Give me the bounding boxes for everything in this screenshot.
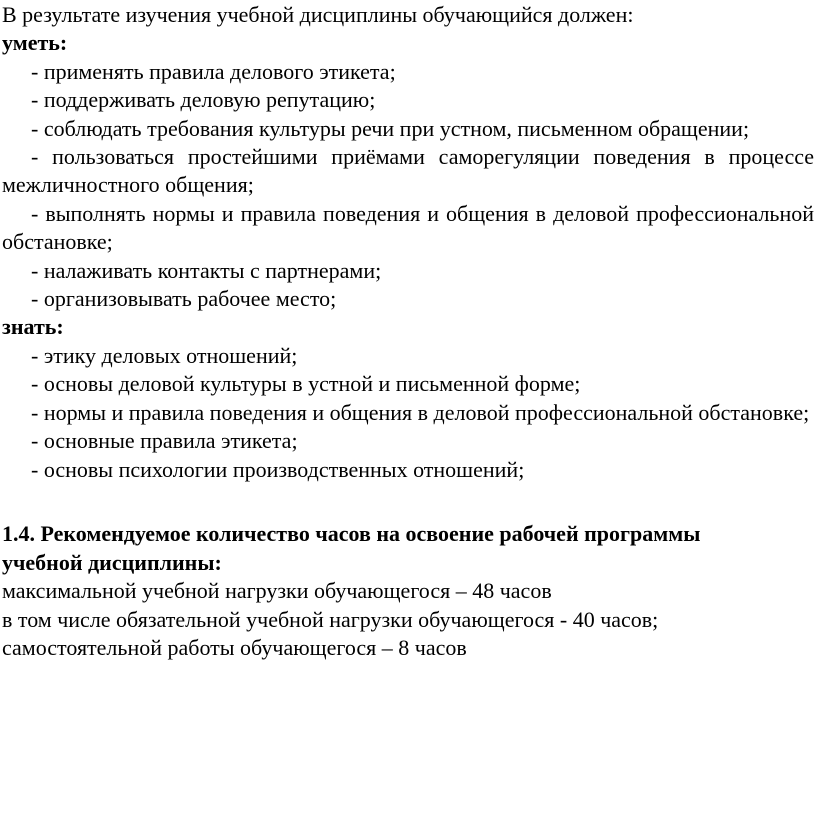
knowledge-item: - этику деловых отношений; (31, 342, 298, 368)
hours-line: в том числе обязательной учебной нагрузки обучающегося - 40 часов; (2, 606, 659, 632)
knowledge-list (2, 342, 814, 484)
skills-list (2, 58, 814, 314)
document-page (2, 1, 814, 662)
skills-item: - выполнять нормы и правила поведения и общения в деловой профессиональной обстановке; (2, 200, 814, 255)
section-heading (2, 520, 814, 577)
skills-item: - соблюдать требования культуры речи при устном, письменном обращении; (31, 115, 750, 141)
knowledge-item: - основы психологии производственных отношений; (31, 456, 525, 482)
skills-item: - поддерживать деловую репутацию; (31, 87, 376, 113)
skills-item: - пользоваться простейшими приёмами саморегуляции поведения в процессе межличностного общения; (2, 144, 814, 198)
skills-label: уметь: (2, 30, 68, 56)
skills-item: - налаживать контакты с партнерами; (31, 257, 382, 283)
knowledge-item: - основные правила этикета; (31, 428, 298, 454)
blank-line (2, 484, 814, 512)
skills-item: - организовывать рабочее место; (31, 286, 337, 312)
intro-text: В результате изучения учебной дисциплины обучающийся должен: (2, 2, 634, 27)
hours-line: самостоятельной работы обучающегося – 8 часов (2, 634, 467, 660)
knowledge-label: знать: (2, 314, 64, 340)
hours-list (2, 577, 814, 662)
hours-line: максимальной учебной нагрузки обучающегося – 48 часов (2, 578, 552, 604)
knowledge-item: - основы деловой культуры в устной и письменной форме; (31, 371, 581, 397)
skills-item: - применять правила делового этикета; (31, 58, 396, 84)
knowledge-item: - нормы и правила поведения и общения в деловой профессиональной обстановке; (31, 399, 810, 425)
section-heading-line: 1.4. Рекомендуемое количество часов на освоение рабочей программы (2, 521, 701, 547)
section-heading-line: учебной дисциплины: (2, 549, 222, 575)
